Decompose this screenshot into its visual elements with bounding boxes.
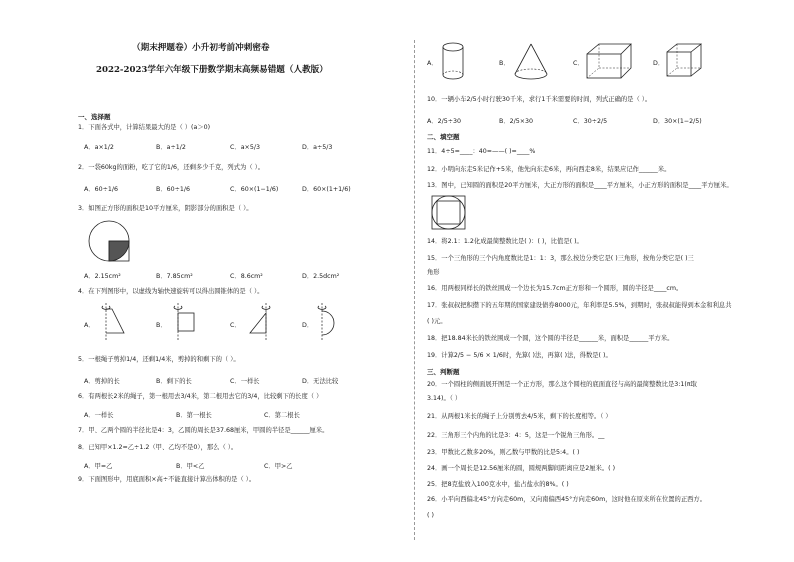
q4-figure-trapezoid (98, 303, 128, 343)
q9-cuboid-figure (585, 42, 635, 82)
q9-cone-figure (511, 42, 551, 82)
question-18: 18．把18.84米长的铁丝围成一个圆，这个圆的半径是______米，面积是______平方米。 (427, 335, 674, 342)
q5-option-c: C．一样长 (230, 378, 260, 385)
q8-option-a: A．甲=乙 (84, 463, 113, 470)
q8-option-b: B．甲<乙 (176, 463, 205, 470)
q1-option-b: B．a÷1/2 (156, 144, 186, 151)
question-17: 17．张叔叔把积攒下的五年期的国家建设债券8000元，年利率是5.5%，到期时，张叔叔能得到本金和利息共 (427, 302, 732, 309)
q4-option-a: A． (84, 322, 95, 329)
q5-option-d: D．无法比较 (302, 378, 339, 385)
question-14: 14．将2.1：1.2化成最简整数比是( )：( )，比值是( )。 (427, 238, 583, 245)
q2-option-b: B．60÷1/6 (156, 186, 191, 193)
question-1: 1．下面各式中，计算结果最大的是（ ）(a＞0) (78, 124, 211, 131)
question-9: 9．下面图形中，用底面积×高÷不能直接计算出体积的是（ ）。 (78, 476, 256, 483)
q6-option-a: A．一样长 (84, 412, 114, 419)
q2-option-d: D．60×(1+1/6) (302, 186, 351, 193)
left-column (78, 0, 403, 562)
question-12: 12．小明向东走5米记作+5米，他先向东走6米，再向西走8米，结果应记作______米。 (427, 166, 671, 173)
q6-option-b: B．第一根长 (176, 412, 212, 419)
q4-figure-rectangle (170, 303, 200, 343)
q4-option-d: D． (302, 322, 314, 329)
question-22: 22．三角形三个内角的比是3：4：5，这是一个锐角三角形。__ (427, 432, 605, 439)
section-judge-heading: 三、判断题 (427, 368, 460, 376)
question-15: 15．一个三角形的三个内角度数比是1：1：3，那么按边分类它是( )三角形，按角分类它是( )三 (427, 255, 694, 262)
question-6: 6．有两根长2米的绳子，第一根用去3/4米，第二根用去它的3/4，比较剩下的长度（ ） (78, 393, 323, 400)
q4-option-c: C． (230, 322, 241, 329)
q9-option-a: A． (427, 60, 438, 67)
q13-square-circle-figure (431, 195, 467, 231)
exam-subtitle: 2022-2023学年六年级下册数学期末高频易错题（人教版） (96, 65, 328, 75)
question-21: 21．从两根1米长的绳子上分别剪去4/5米，剩下的长度相等。（ ） (427, 413, 612, 420)
q9-cylinder-figure (441, 42, 467, 82)
q9-cube-figure (665, 42, 705, 82)
section-choice-heading: 一、选择题 (78, 113, 111, 121)
q2-option-a: A．60÷1/6 (84, 186, 119, 193)
q1-option-c: C．a×5/3 (230, 144, 260, 151)
question-3: 3．如图正方形的面积是10平方厘米，阴影部分的面积是（ ）。 (78, 205, 253, 212)
question-17-cont: ( )元。 (427, 318, 447, 325)
question-15-cont: 角形 (427, 269, 440, 276)
question-16: 16．用两根同样长的铁丝围成一个边长为15.7cm正方形和一个圆形，圆的半径是____cm。 (427, 285, 683, 292)
question-24: 24．画一个周长是12.56厘米的圆，圆规两脚间距离应是2厘米。( ) (427, 465, 616, 472)
right-column (427, 0, 767, 562)
question-4: 4．在下列图形中，以虚线为轴快速旋转可以得出圆锥体的是（ ）。 (78, 288, 264, 295)
q3-option-a: A．2.15cm² (84, 273, 121, 280)
q9-option-c: C． (573, 60, 584, 67)
q3-option-d: D．2.5dcm² (302, 273, 340, 280)
q10-option-a: A．2/5÷30 (427, 118, 462, 125)
q10-option-b: B．2/5×30 (499, 118, 534, 125)
question-5: 5．一根绳子剪掉1/4，还剩1/4米，剪掉的和剩下的（ ）。 (78, 356, 240, 363)
q1-option-d: D．a÷5/3 (302, 144, 333, 151)
q4-figure-triangle (244, 303, 274, 343)
question-26: 26．小平向西偏北45°方向走60m，又向南偏西45°方向走60m，这时他在原来所在位置的正西方。 (427, 496, 707, 503)
question-8: 8．已知甲×1.2=乙÷1.2（甲、乙均不是0），那么（ ）。 (78, 444, 238, 451)
question-26-cont: ( ) (427, 512, 434, 519)
question-2: 2．一袋60kg的面粉，吃了它的1/6，还剩多少千克，列式为（ ）。 (78, 164, 265, 171)
question-19: 19．计算2/5 − 5/6 × 1/6时，先算( )法，再算( )法，得数是( )。 (427, 352, 612, 359)
q9-option-b: B． (499, 60, 510, 67)
q5-option-b: B．剩下的长 (156, 378, 192, 385)
question-20-cont: 3.14)。（ ） (427, 395, 462, 402)
section-fill-heading: 二、填空题 (427, 133, 460, 141)
q3-circle-square-figure (88, 220, 134, 266)
q5-option-a: A．剪掉的长 (84, 378, 120, 385)
question-13: 13．图中，已知圆的面积是20平方厘米，大正方形的面积是____平方厘米，小正方形的面积是____平方厘米。 (427, 182, 733, 189)
q10-option-d: D．30×(1−2/5) (653, 118, 702, 125)
question-23: 23．甲数比乙数多20%，则乙数与甲数的比是5:4。( ) (427, 449, 580, 456)
q3-option-b: B．7.85cm² (156, 273, 193, 280)
q6-option-c: C．第二根长 (264, 412, 300, 419)
q4-figure-semicircle (312, 303, 342, 343)
question-10: 10．一辆小车2/5小时行驶30千米，求行1千米需要的时间，列式正确的是（ ）。 (427, 96, 652, 103)
q3-option-c: C．8.6cm² (230, 273, 263, 280)
column-divider (414, 40, 415, 540)
q2-option-c: C．60×(1−1/6) (230, 186, 279, 193)
question-20: 20．一个圆柱的侧面展开图是一个正方形，那么这个圆柱的底面直径与高的最简整数比是3:1(π取 (427, 381, 697, 388)
q8-option-c: C．甲>乙 (264, 463, 293, 470)
question-25: 25．把8克盐放入100克水中，盐占盐水的8%。( ) (427, 481, 569, 488)
q10-option-c: C．30÷2/5 (573, 118, 608, 125)
q1-option-a: A．a×1/2 (84, 144, 114, 151)
question-7: 7．甲、乙两个圆的半径比是4：3，乙圆的周长是37.68厘米，甲圆的半径是______厘米。 (78, 427, 329, 434)
question-11: 11．4÷5=____：40=——( )=____% (427, 148, 536, 155)
q4-option-b: B． (156, 322, 167, 329)
exam-title: （期末押题卷）小升初考前冲刺密卷 (132, 43, 270, 53)
q9-option-d: D． (653, 60, 665, 67)
